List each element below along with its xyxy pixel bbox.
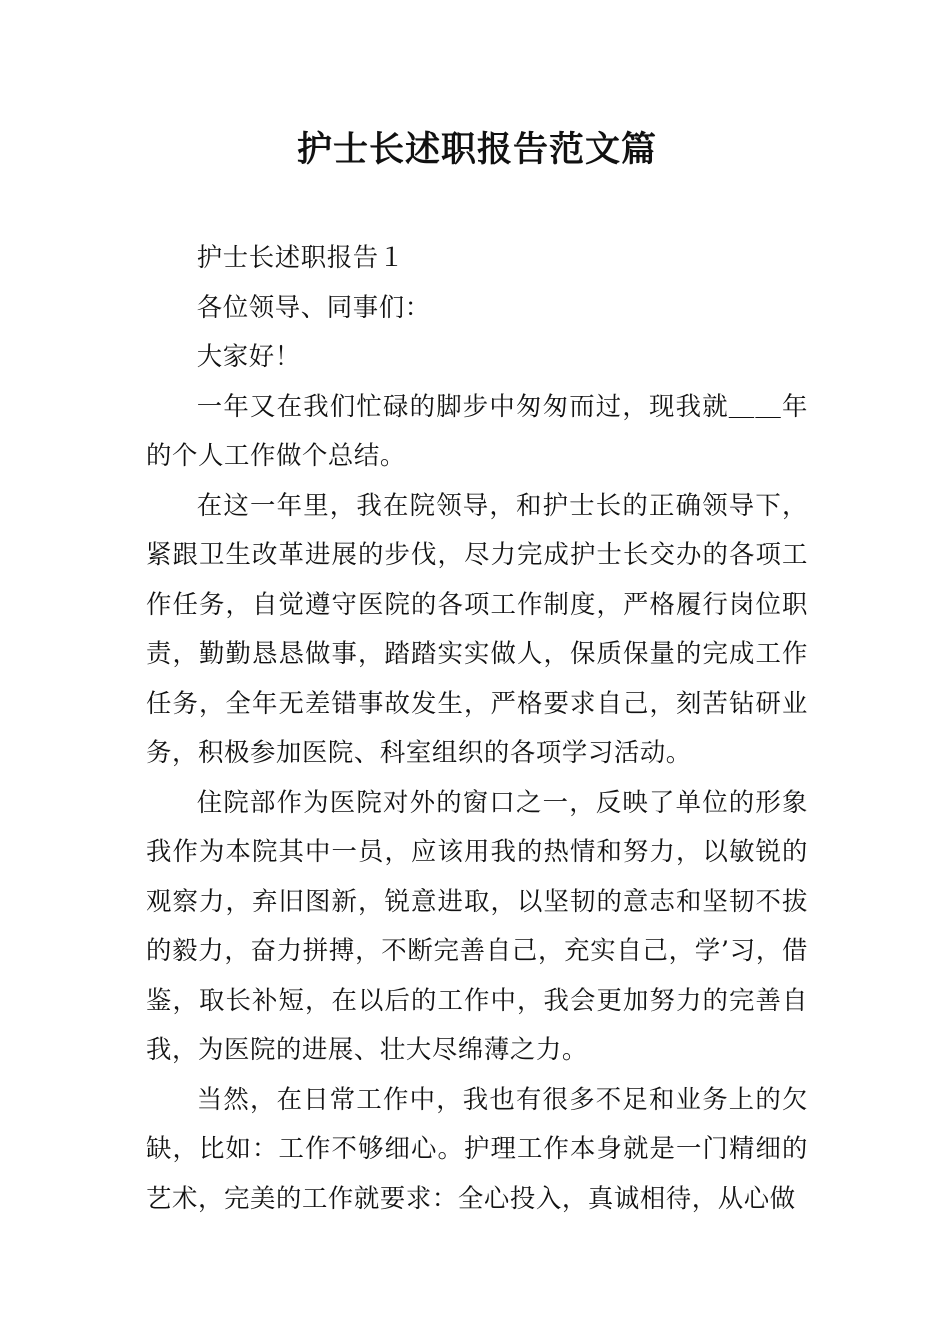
paragraph-greeting: 大家好！ <box>196 341 301 371</box>
document-body <box>146 233 808 1223</box>
paragraph-salutation: 各位领导、同事们： <box>196 291 431 322</box>
paragraph-shortcomings: 当然，在日常工作中，我也有很多不足和业务上的欠缺，比如：工作不够细心。护理工作本身就是一门精细的艺术，完美的工作就要求：全心投入，真诚相待，从心做 <box>146 1083 808 1213</box>
paragraph-intro: 一年又在我们忙碌的脚步中匆匆而过，现我就＿＿年的个人工作做个总结。 <box>146 390 808 470</box>
paragraph-report-heading: 护士长述职报告１ <box>196 242 405 272</box>
paragraph-work-summary: 在这一年里，我在院领导，和护士长的正确领导下，紧跟卫生改革进展的步伐，尽力完成护士长交办的各项工作任务，自觉遵守医院的各项工作制度，严格履行岗位职责，勤勤恳恳做事，踏踏实实做人，保质保量的完成工作任务，全年无差错事故发生，严格要求自己，刻苦钻研业务，积极参加医院、科室组织的各项学习活动。 <box>146 489 808 767</box>
document-title: 护士长述职报告范文篇 <box>296 129 657 170</box>
paragraph-role-reflection: 住院部作为医院对外的窗口之一，反映了单位的形象我作为本院其中一员，应该用我的热情和努力，以敏锐的观察力，弃旧图新，锐意进取，以坚韧的意志和坚韧不拔的毅力，奋力拼搏，不断完善自己，充实自己，学’习，借鉴，取长补短，在以后的工作中，我会更加努力的完善自我，为医院的进展、壮大尽绵薄之力。 <box>146 786 808 1064</box>
